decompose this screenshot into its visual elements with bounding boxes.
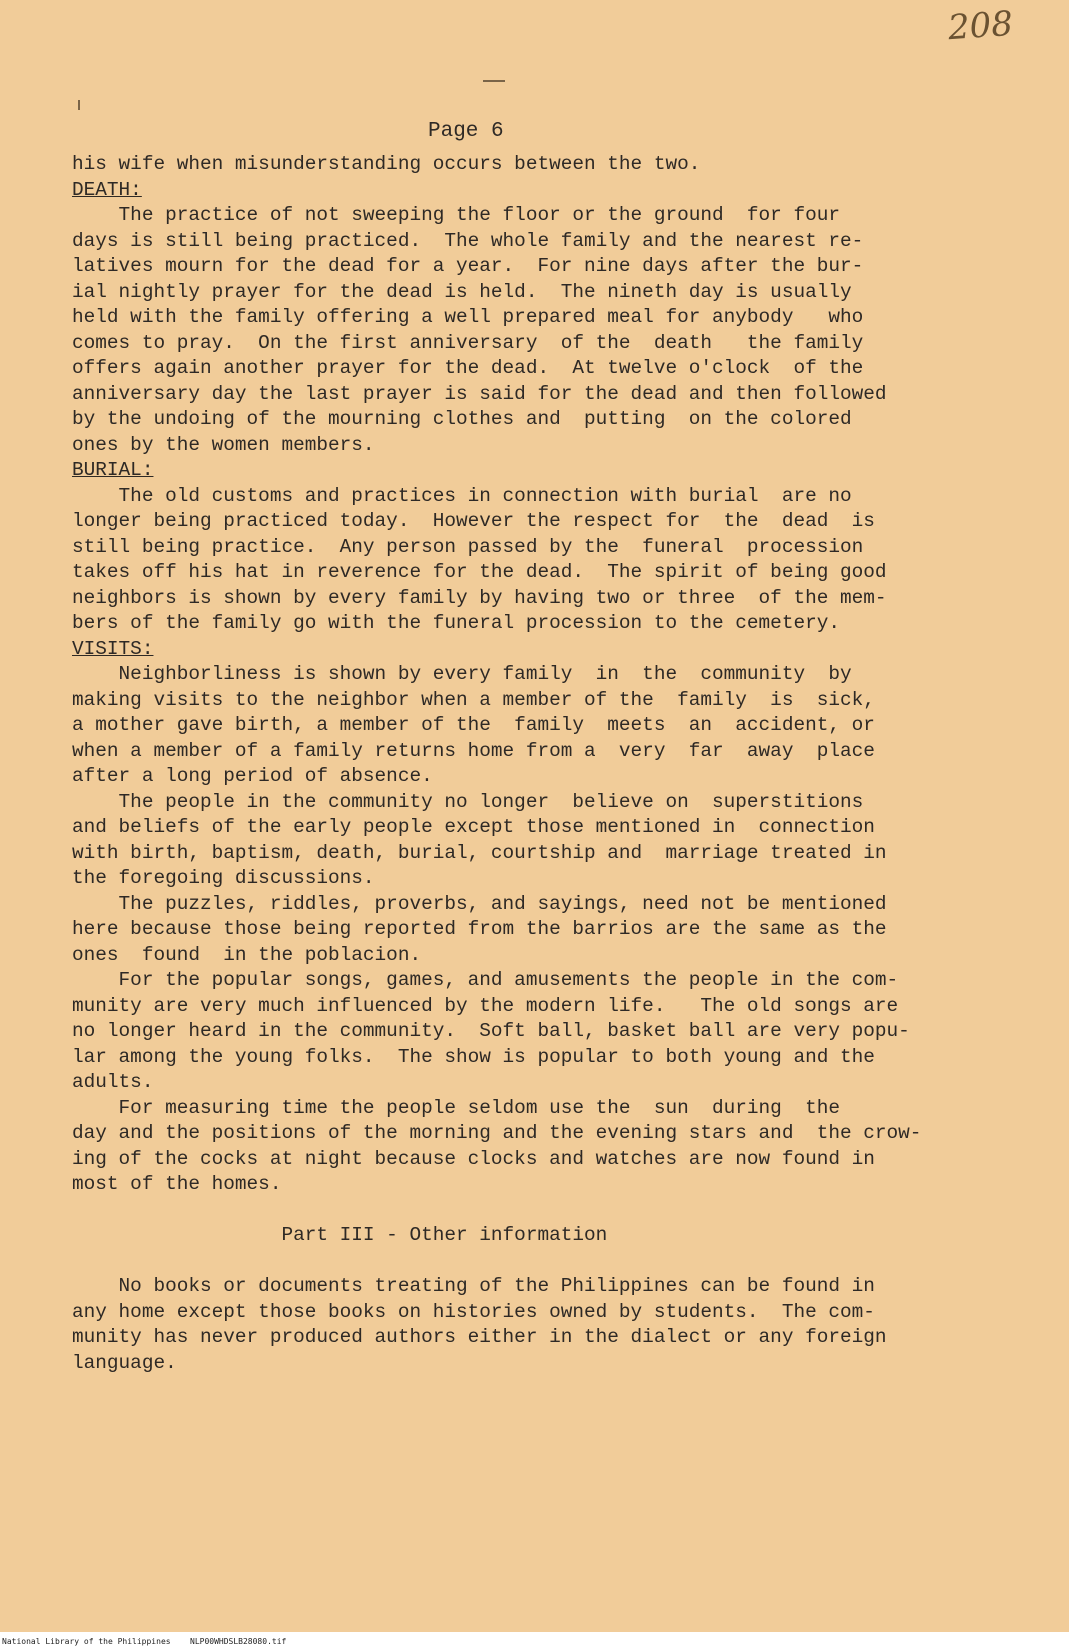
section-heading: VISITS: [72, 637, 154, 660]
handwritten-page-number: 208 [946, 3, 1015, 49]
text-line: ones by the women members. [72, 433, 375, 456]
text-line: held with the family offering a well prepared meal for anybody who [72, 306, 864, 328]
text-line: anniversary day the last prayer is said for the dead and then followed [72, 382, 887, 405]
text-line: days is still being practiced. The whole family and the nearest re- [72, 229, 864, 252]
text-line: ing of the cocks at night because clocks and watches are now found in [72, 1147, 875, 1170]
text-line: here because those being reported from the barrios are the same as the [72, 918, 887, 940]
text-line: by the undoing of the mourning clothes and putting on the colored [72, 408, 852, 430]
text-line: No books or documents treating of the Philippines can be found in [72, 1275, 875, 1297]
tick-mark [78, 100, 80, 110]
footer-library: National Library of the Philippines [2, 1637, 171, 1646]
text-line: The puzzles, riddles, proverbs, and sayings, need not be mentioned [72, 892, 887, 915]
page-header: Page 6 [428, 120, 504, 143]
text-line: munity are very much influenced by the modern life. The old songs are [72, 994, 899, 1017]
section-heading: DEATH: [72, 178, 142, 201]
text-line: offers again another prayer for the dead. At twelve o'clock of the [72, 357, 864, 379]
text-line: the foregoing discussions. [72, 867, 375, 889]
text-line: a mother gave birth, a member of the family meets an accident, or [72, 714, 875, 736]
text-line [72, 1198, 1002, 1224]
text-line: neighbors is shown by every family by having two or three of the mem- [72, 586, 887, 609]
text-line: Neighborliness is shown by every family in the community by [72, 663, 852, 685]
typewritten-body [72, 152, 1002, 1376]
text-line: when a member of a family returns home from a very far away place [72, 739, 875, 762]
text-line: his wife when misunderstanding occurs between the two. [72, 153, 701, 175]
text-line: For the popular songs, games, and amusements the people in the com- [72, 969, 899, 991]
text-line: making visits to the neighbor when a member of the family is sick, [72, 688, 875, 711]
text-line: takes off his hat in reverence for the dead. The spirit of being good [72, 561, 887, 583]
text-line: lar among the young folks. The show is popular to both young and the [72, 1045, 875, 1068]
text-line: no longer heard in the community. Soft ball, basket ball are very popu- [72, 1020, 910, 1042]
text-line: after a long period of absence. [72, 765, 433, 787]
text-line: most of the homes. [72, 1173, 282, 1195]
text-line: comes to pray. On the first anniversary of the death the family [72, 331, 864, 354]
text-line: day and the positions of the morning and the evening stars and the crow- [72, 1122, 922, 1144]
text-line: ones found in the poblacion. [72, 943, 422, 966]
text-line [72, 1249, 1002, 1275]
text-line: The practice of not sweeping the floor or the ground for four [72, 204, 840, 226]
text-line: ial nightly prayer for the dead is held. The nineth day is usually [72, 280, 852, 303]
text-line: Part III - Other information [72, 1224, 608, 1246]
text-line: The people in the community no longer believe on superstitions [72, 790, 864, 813]
dash-mark [483, 80, 505, 82]
text-line: For measuring time the people seldom use the sun during the [72, 1096, 840, 1119]
text-line: munity has never produced authors either in the dialect or any foreign [72, 1326, 887, 1348]
footer-file-id: NLP00WHDSLB28080.tif [190, 1637, 287, 1646]
text-line: still being practice. Any person passed by the funeral procession [72, 535, 864, 558]
text-line: bers of the family go with the funeral procession to the cemetery. [72, 612, 840, 634]
text-line: any home except those books on histories owned by students. The com- [72, 1300, 875, 1323]
text-line: latives mourn for the dead for a year. For nine days after the bur- [72, 255, 864, 277]
scan-footer [0, 1632, 1069, 1650]
text-line: language. [72, 1351, 177, 1374]
text-line: The old customs and practices in connection with burial are no [72, 484, 852, 507]
text-line: with birth, baptism, death, burial, courtship and marriage treated in [72, 841, 887, 864]
text-line: longer being practiced today. However the respect for the dead is [72, 510, 875, 532]
section-heading: BURIAL: [72, 459, 154, 481]
text-line: adults. [72, 1071, 154, 1093]
text-line: and beliefs of the early people except those mentioned in connection [72, 816, 875, 838]
